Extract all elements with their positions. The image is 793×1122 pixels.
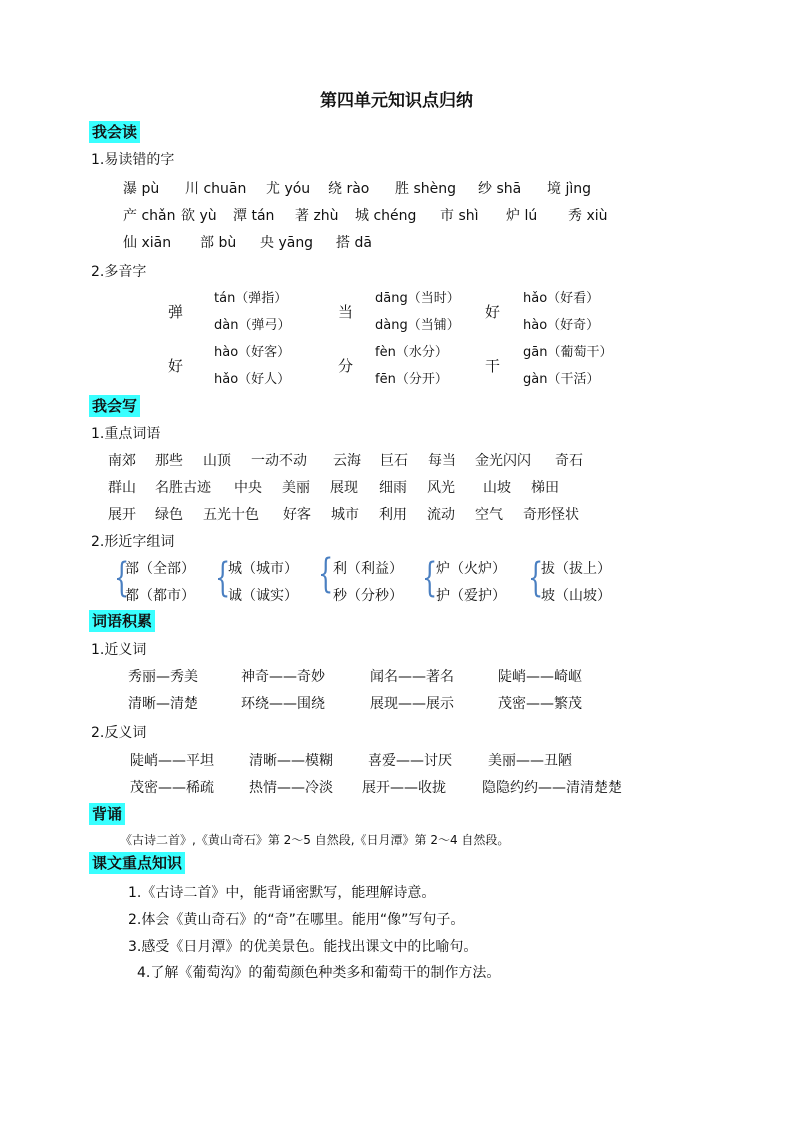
similar-chars-heading: 2.形近字组词: [91, 534, 175, 550]
polyphone-reading: fèn（水分）: [375, 345, 448, 360]
key-word: 绿色: [155, 507, 183, 523]
polyphone-reading: gān（葡萄干）: [523, 345, 613, 360]
synonym-pair: 陡峭——崎岖: [498, 669, 582, 685]
polyphone-char: 弹: [168, 303, 184, 321]
easy-char: 欲 yù: [181, 208, 217, 224]
synonyms-heading: 1.近义词: [91, 642, 147, 658]
brace-icon: {: [318, 551, 334, 597]
key-knowledge-item: 2.体会《黄山奇石》的“奇”在哪里。能用“像”写句子。: [128, 912, 465, 928]
antonym-pair: 茂密——稀疏: [130, 780, 214, 796]
polyphone-char: 干: [485, 357, 501, 375]
similar-char-a: 利（利益）: [333, 561, 403, 577]
section-heading-write: 我会写: [89, 395, 140, 417]
polyphone-reading: gàn（干活）: [523, 372, 600, 387]
polyphone-reading: tán（弹指）: [214, 291, 288, 306]
similar-char-b: 都（都市）: [125, 588, 195, 604]
key-knowledge-item: 3.感受《日月潭》的优美景色。能找出课文中的比喻句。: [128, 939, 478, 955]
key-word: 名胜古迹: [155, 480, 211, 496]
easy-char: 秀 xiù: [568, 208, 608, 224]
key-word: 巨石: [380, 453, 408, 469]
similar-char-b: 护（爱护）: [436, 588, 506, 604]
key-word: 中央: [234, 480, 262, 496]
similar-char-a: 部（全部）: [125, 561, 195, 577]
easy-char: 城 chéng: [355, 208, 417, 224]
polyphone-char: 分: [338, 357, 354, 375]
easy-char: 产 chǎn: [123, 208, 176, 224]
key-word: 山顶: [203, 453, 231, 469]
page-title: 第四单元知识点归纳: [320, 91, 473, 111]
antonym-pair: 清晰——模糊: [249, 753, 333, 769]
synonym-pair: 清晰—清楚: [128, 696, 198, 712]
key-word: 南郊: [108, 453, 136, 469]
key-word: 利用: [379, 507, 407, 523]
synonym-pair: 神奇——奇妙: [241, 669, 325, 685]
similar-char-a: 炉（火炉）: [436, 561, 506, 577]
antonym-pair: 陡峭——平坦: [130, 753, 214, 769]
key-word: 展开: [108, 507, 136, 523]
antonyms-heading: 2.反义词: [91, 725, 147, 741]
easy-char: 炉 lú: [506, 208, 538, 224]
easy-char: 潭 tán: [233, 208, 275, 224]
section-heading-key-knowledge: 课文重点知识: [89, 852, 185, 874]
easy-char: 著 zhù: [295, 208, 339, 224]
section-heading-vocab: 词语积累: [89, 610, 155, 632]
polyphone-char: 好: [168, 357, 184, 375]
similar-char-b: 诚（诚实）: [228, 588, 298, 604]
antonym-pair: 展开——收拢: [362, 780, 446, 796]
key-word: 云海: [333, 453, 361, 469]
key-word: 那些: [155, 453, 183, 469]
easy-chars-heading: 1.易读错的字: [91, 152, 175, 168]
brace-icon: {: [215, 555, 231, 601]
similar-char-a: 城（城市）: [228, 561, 298, 577]
easy-char: 市 shì: [440, 208, 479, 224]
synonym-pair: 茂密——繁茂: [498, 696, 582, 712]
brace-icon: {: [422, 555, 438, 601]
key-word: 五光十色: [203, 507, 259, 523]
antonym-pair: 美丽——丑陋: [488, 753, 572, 769]
brace-icon: {: [528, 555, 544, 601]
key-word: 风光: [427, 480, 455, 496]
section-heading-read: 我会读: [89, 121, 140, 143]
synonym-pair: 闻名——著名: [370, 669, 454, 685]
synonym-pair: 环绕——围绕: [241, 696, 325, 712]
key-word: 细雨: [379, 480, 407, 496]
key-word: 金光闪闪: [475, 453, 531, 469]
synonym-pair: 展现——展示: [370, 696, 454, 712]
polyphone-reading: dāng（当时）: [375, 291, 460, 306]
key-word: 每当: [428, 453, 456, 469]
polyphone-char: 好: [485, 303, 501, 321]
recite-text: 《古诗二首》,《黄山奇石》第 2～5 自然段,《日月潭》第 2～4 自然段。: [120, 833, 510, 847]
key-word: 城市: [331, 507, 359, 523]
polyphone-reading: hào（好奇）: [523, 318, 600, 333]
polyphone-reading: hǎo（好人）: [214, 372, 291, 387]
key-word: 群山: [108, 480, 136, 496]
polyphone-reading: dàng（当铺）: [375, 318, 460, 333]
easy-char: 部 bù: [200, 235, 237, 251]
key-word: 流动: [427, 507, 455, 523]
polyphone-reading: hào（好客）: [214, 345, 291, 360]
easy-char: 川 chuān: [185, 181, 247, 197]
key-word: 奇形怪状: [523, 507, 579, 523]
polyphone-reading: fēn（分开）: [375, 372, 448, 387]
easy-char: 绕 rào: [328, 181, 370, 197]
easy-char: 胜 shèng: [395, 181, 456, 197]
easy-char: 纱 shā: [478, 181, 522, 197]
key-word: 奇石: [555, 453, 583, 469]
easy-char: 搭 dā: [336, 235, 372, 251]
easy-char: 仙 xiān: [123, 235, 172, 251]
similar-char-a: 拔（拔上）: [541, 561, 611, 577]
antonym-pair: 热情——冷淡: [249, 780, 333, 796]
easy-char: 境 jìng: [547, 181, 591, 197]
key-word: 一动不动: [251, 453, 307, 469]
key-word: 美丽: [282, 480, 310, 496]
similar-char-b: 秒（分秒）: [333, 588, 403, 604]
antonym-pair: 喜爱——讨厌: [368, 753, 452, 769]
key-word: 展现: [330, 480, 358, 496]
key-word: 梯田: [531, 480, 559, 496]
synonym-pair: 秀丽—秀美: [128, 669, 198, 685]
key-knowledge-item: 4.了解《葡萄沟》的葡萄颜色种类多和葡萄干的制作方法。: [137, 965, 501, 981]
polyphone-char: 当: [338, 303, 354, 321]
antonym-pair: 隐隐约约——清清楚楚: [482, 780, 622, 796]
key-word: 山坡: [483, 480, 511, 496]
similar-char-b: 坡（山坡）: [541, 588, 611, 604]
easy-char: 尤 yóu: [266, 181, 311, 197]
brace-icon: {: [114, 555, 130, 601]
easy-char: 央 yāng: [260, 235, 314, 251]
polyphone-reading: hǎo（好看）: [523, 291, 600, 306]
key-words-heading: 1.重点词语: [91, 426, 161, 442]
key-word: 空气: [475, 507, 503, 523]
polyphone-heading: 2.多音字: [91, 264, 147, 280]
key-knowledge-item: 1.《古诗二首》中，能背诵密默写，能理解诗意。: [128, 885, 436, 901]
section-heading-recite: 背诵: [89, 803, 125, 825]
key-word: 好客: [283, 507, 311, 523]
easy-char: 瀑 pù: [123, 181, 160, 197]
polyphone-reading: dàn（弹弓）: [214, 318, 291, 333]
